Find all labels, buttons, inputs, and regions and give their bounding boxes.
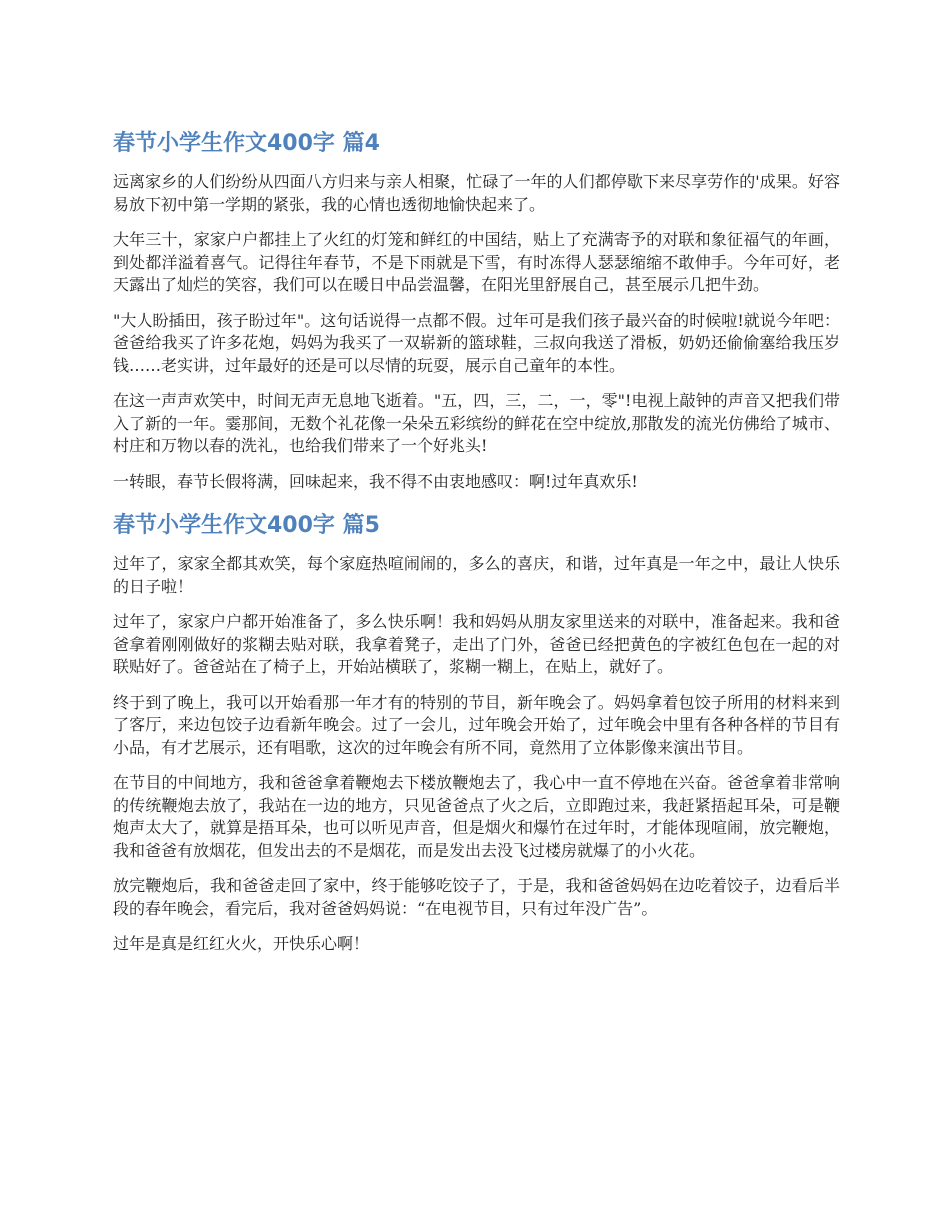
essay-section-5 bbox=[113, 506, 840, 956]
paragraph: 大年三十，家家户户都挂上了火红的灯笼和鲜红的中国结，贴上了充满寄予的对联和象征福气的年画，到处都洋溢着喜气。记得往年春节，不是下雨就是下雪，有时冻得人瑟瑟缩缩不敢伸手。今年可好，老天露出了灿烂的笑容，我们可以在暖日中品尝温馨，在阳光里舒展自己，甚至展示几把牛劲。 bbox=[113, 230, 840, 294]
paragraph: "大人盼插田，孩子盼过年"。这句话说得一点都不假。过年可是我们孩子最兴奋的时候啦!就说今年吧：爸爸给我买了许多花炮，妈妈为我买了一双崭新的篮球鞋，三叔向我送了滑板，奶奶还偷偷塞给我压岁钱……老实讲，过年最好的还是可以尽情的玩耍，展示自己童年的本性。 bbox=[113, 310, 840, 375]
paragraph: 在这一声声欢笑中，时间无声无息地飞逝着。"五，四，三，二，一，零"!电视上敲钟的声音又把我们带入了新的一年。霎那间，无数个礼花像一朵朵五彩缤纷的鲜花在空中绽放,那散发的流光仿佛给了城市、村庄和万物以春的洗礼，也给我们带来了一个好兆头! bbox=[113, 391, 840, 455]
section-title: 春节小学生作文400字 篇4 bbox=[113, 131, 380, 156]
section-body bbox=[113, 164, 840, 493]
essay-section-4 bbox=[113, 124, 840, 493]
paragraph: 过年了，家家户户都开始准备了，多么快乐啊！我和妈妈从朋友家里送来的对联中，准备起来。我和爸爸拿着刚刚做好的浆糊去贴对联，我拿着凳子，走出了门外，爸爸已经把黄色的字被红色包在一起的对联贴好了。爸爸站在了椅子上，开始站横联了，浆糊一糊上，在贴上，就好了。 bbox=[113, 612, 840, 676]
paragraph: 一转眼，春节长假将满，回味起来，我不得不由衷地感叹：啊!过年真欢乐! bbox=[113, 471, 638, 491]
paragraph: 过年了，家家全都其欢笑，每个家庭热喧闹闹的，多么的喜庆，和谐，过年真是一年之中，最让人快乐的日子啦！ bbox=[113, 554, 840, 596]
section-title: 春节小学生作文400字 篇5 bbox=[113, 513, 380, 538]
paragraph: 过年是真是红红火火，开快乐心啊！ bbox=[113, 934, 370, 953]
paragraph: 终于到了晚上，我可以开始看那一年才有的特别的节目，新年晚会了。妈妈拿着包饺子所用的材料来到了客厅，来边包饺子边看新年晚会。过了一会儿，过年晚会开始了，过年晚会中里有各种各样的节目有小品，有才艺展示，还有唱歌，这次的过年晚会有所不同，竟然用了立体影像来演出节目。 bbox=[113, 692, 840, 757]
paragraph: 在节目的中间地方，我和爸爸拿着鞭炮去下楼放鞭炮去了，我心中一直不停地在兴奋。爸爸拿着非常响的传统鞭炮去放了，我站在一边的地方，只见爸爸点了火之后，立即跑过来，我赶紧捂起耳朵，可是鞭炮声太大了，就算是捂耳朵，也可以听见声音，但是烟火和爆竹在过年时，才能体现喧闹，放完鞭炮，我和爸爸有放烟花，但发出去的不是烟花，而是发出去没飞过楼房就爆了的小火花。 bbox=[113, 773, 840, 860]
section-body bbox=[113, 546, 840, 956]
paragraph: 放完鞭炮后，我和爸爸走回了家中，终于能够吃饺子了，于是，我和爸爸妈妈在边吃着饺子，边看后半段的春年晚会，看完后，我对爸爸妈妈说：“在电视节目，只有过年没广告”。 bbox=[113, 876, 840, 918]
paragraph: 远离家乡的人们纷纷从四面八方归来与亲人相聚，忙碌了一年的人们都停歇下来尽享劳作的'成果。好容易放下初中第一学期的紧张，我的心情也透彻地愉快起来了。 bbox=[113, 172, 840, 214]
document-content bbox=[113, 124, 840, 969]
